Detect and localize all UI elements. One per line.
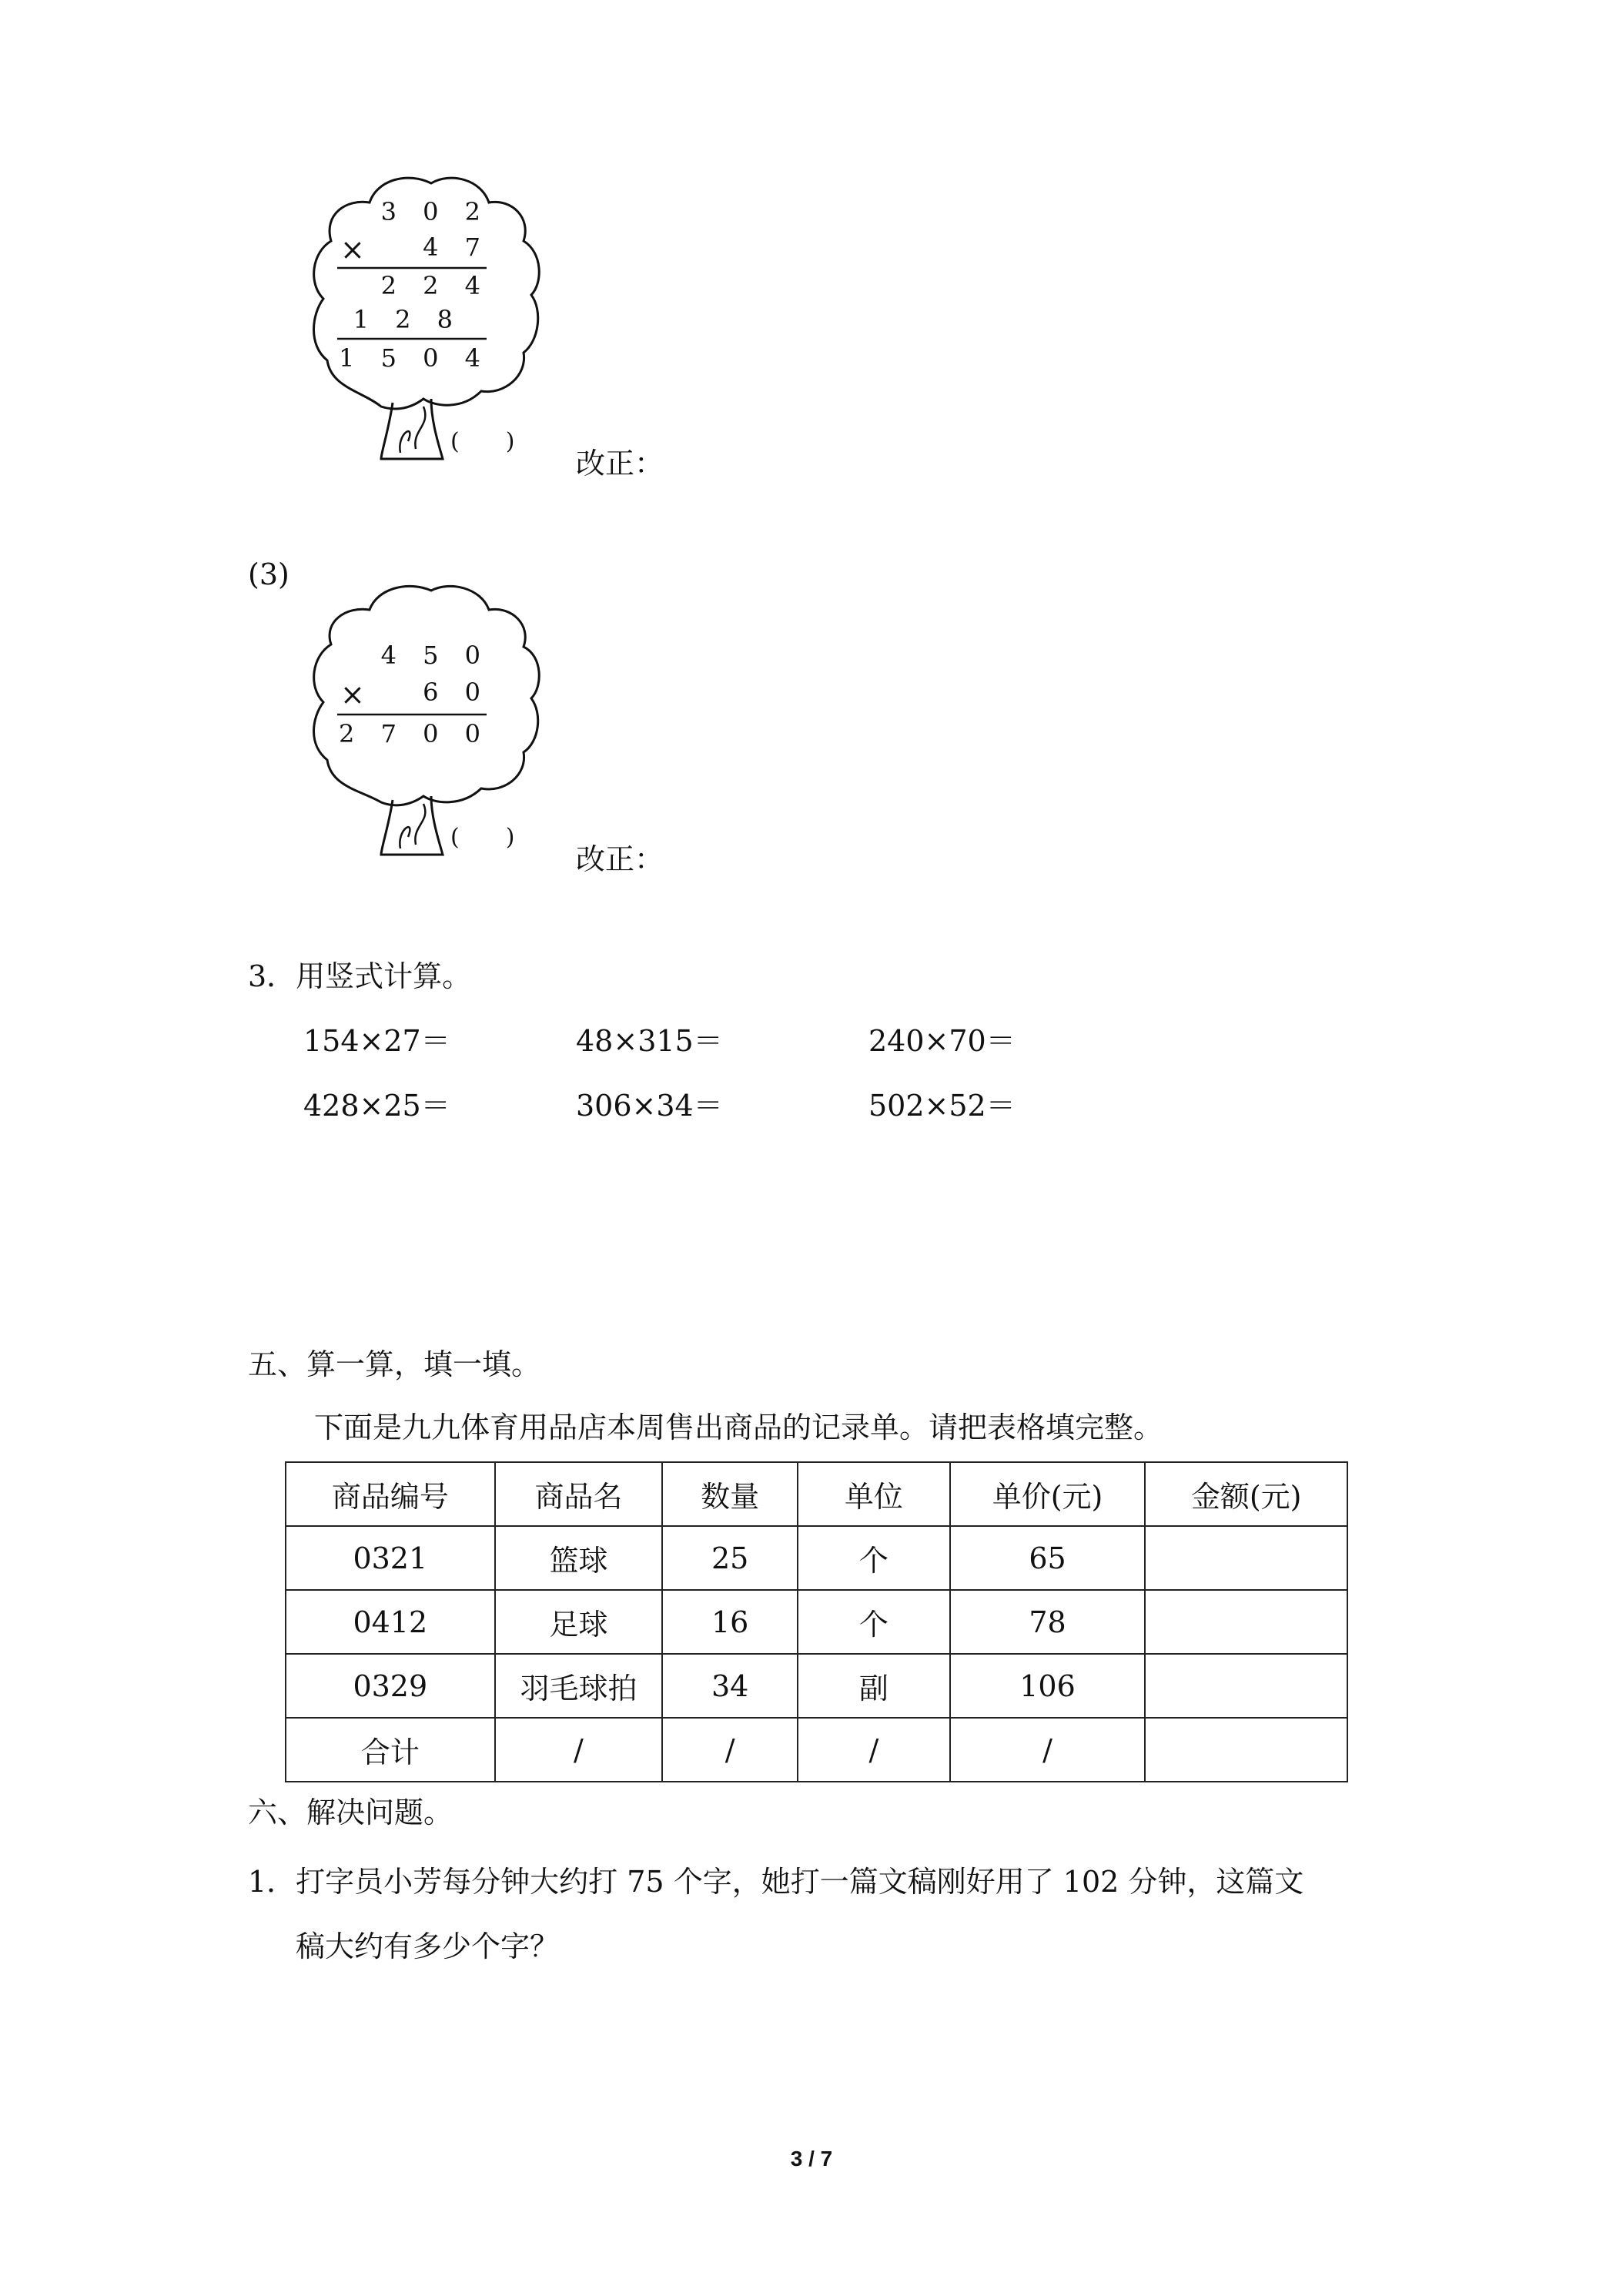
tree-calc-2 (308, 579, 547, 864)
table-cell: / (495, 1718, 663, 1782)
table-cell: 0321 (286, 1526, 495, 1590)
amount-blank-cell[interactable] (1145, 1654, 1347, 1718)
table-cell: 足球 (495, 1590, 663, 1654)
header-cell: 单位 (798, 1462, 950, 1526)
q3-item: 48×315＝ (576, 1024, 723, 1058)
times-sign: × (340, 233, 365, 266)
product: 2 7 0 0 (339, 719, 490, 748)
q3-item: 502×52＝ (868, 1089, 1016, 1123)
multiplier: 6 0 (423, 678, 490, 707)
q3-item: 306×34＝ (576, 1089, 723, 1123)
table-cell: 篮球 (495, 1526, 663, 1590)
page-number: 3 / 7 (790, 2147, 833, 2170)
header-cell: 单价(元) (950, 1462, 1146, 1526)
table-header-row (286, 1462, 1347, 1526)
answer-paren: ( ) (450, 428, 515, 455)
table-row (286, 1590, 1347, 1654)
correction-label-2: 改正： (576, 842, 664, 876)
header-cell: 金额(元) (1145, 1462, 1347, 1526)
table-cell: 0329 (286, 1654, 495, 1718)
multiplicand: 4 5 0 (380, 641, 490, 670)
table-cell: 65 (950, 1526, 1146, 1590)
table-row (286, 1654, 1347, 1718)
header-cell: 数量 (662, 1462, 798, 1526)
header-cell: 商品名 (495, 1462, 663, 1526)
partial-product-2: 1 2 8 (353, 305, 462, 334)
q3-item: 428×25＝ (303, 1089, 450, 1123)
section6-q1-line1: 1．打字员小芳每分钟大约打 75 个字，她打一篇文稿刚好用了 102 分钟，这篇文 (248, 1865, 1304, 1899)
table-cell: 34 (662, 1654, 798, 1718)
table-cell: / (950, 1718, 1146, 1782)
partial-product-1: 2 2 4 (380, 271, 490, 300)
table-cell: 0412 (286, 1590, 495, 1654)
table-cell: 副 (798, 1654, 950, 1718)
table-total-row (286, 1718, 1347, 1782)
problem-3-label: (3) (248, 557, 289, 591)
table-cell: / (662, 1718, 798, 1782)
q3-item: 240×70＝ (868, 1024, 1016, 1058)
header-cell: 商品编号 (286, 1462, 495, 1526)
table-cell: 78 (950, 1590, 1146, 1654)
section5-intro: 下面是九九体育用品店本周售出商品的记录单。请把表格填完整。 (314, 1411, 1163, 1444)
q3-title: 3．用竖式计算。 (248, 959, 472, 993)
table-cell: 合计 (286, 1718, 495, 1782)
tree-calc-1 (308, 168, 547, 468)
q3-item: 154×27＝ (303, 1024, 450, 1058)
amount-blank-cell[interactable] (1145, 1526, 1347, 1590)
multiplier: 4 7 (423, 233, 490, 262)
answer-paren: ( ) (450, 824, 515, 851)
amount-blank-cell[interactable] (1145, 1590, 1347, 1654)
sales-record-table (285, 1461, 1348, 1782)
table-cell: / (798, 1718, 950, 1782)
table-cell: 个 (798, 1590, 950, 1654)
section5-title: 五、算一算，填一填。 (248, 1347, 541, 1381)
table-row (286, 1526, 1347, 1590)
section6-q1-line2: 稿大约有多少个字？ (296, 1930, 560, 1963)
multiplicand: 3 0 2 (380, 197, 490, 226)
table-cell: 16 (662, 1590, 798, 1654)
amount-blank-cell[interactable] (1145, 1718, 1347, 1782)
table-cell: 25 (662, 1526, 798, 1590)
table-cell: 个 (798, 1526, 950, 1590)
correction-label-1: 改正： (576, 447, 664, 480)
table-cell: 羽毛球拍 (495, 1654, 663, 1718)
product: 1 5 0 4 (339, 343, 490, 373)
table-cell: 106 (950, 1654, 1146, 1718)
times-sign: × (340, 678, 365, 711)
section6-title: 六、解决问题。 (248, 1796, 453, 1829)
